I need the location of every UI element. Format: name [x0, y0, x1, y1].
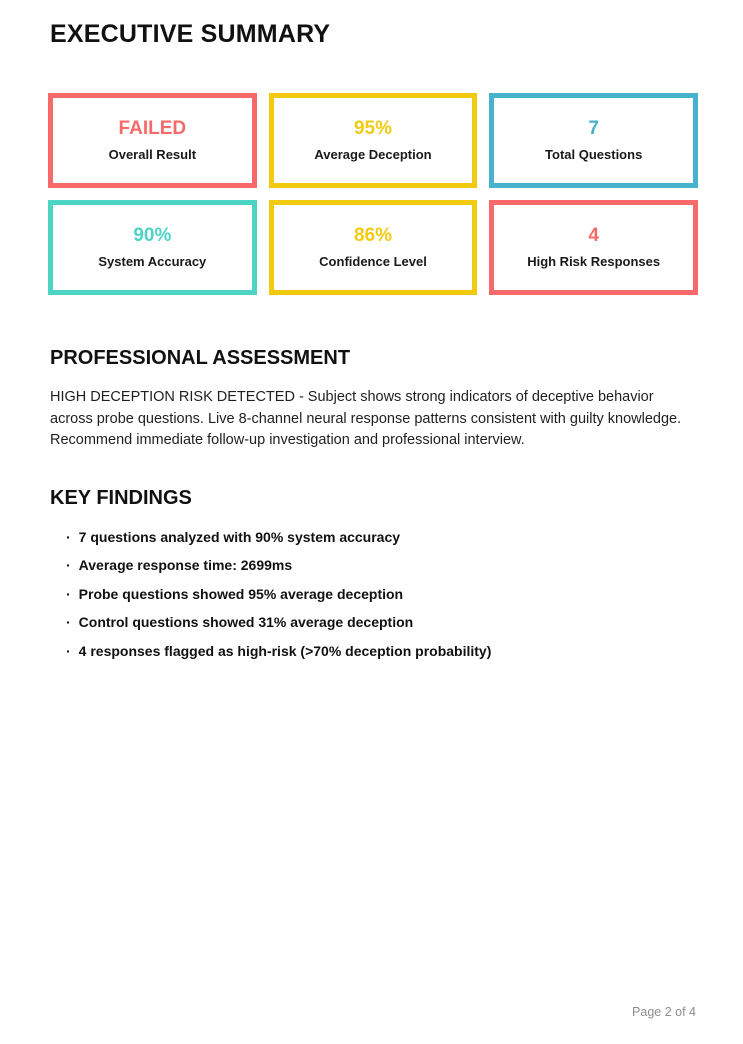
- stat-label: Total Questions: [545, 147, 643, 163]
- finding-item: [66, 643, 743, 660]
- page-number: Page 2 of 4: [632, 1005, 696, 1019]
- finding-text: Probe questions showed 95% average deception: [78, 585, 404, 602]
- stat-value: 86%: [353, 225, 392, 247]
- bullet-icon: ·: [66, 642, 71, 659]
- finding-item: [66, 529, 743, 546]
- stat-value: 90%: [133, 225, 172, 247]
- findings-list: [0, 529, 743, 660]
- stat-label: High Risk Responses: [527, 254, 661, 270]
- stat-card-confidence-level: [269, 200, 478, 295]
- stat-label: System Accuracy: [98, 254, 207, 270]
- finding-text: 7 questions analyzed with 90% system accuracy: [78, 528, 401, 545]
- stat-card-average-deception: [269, 93, 478, 188]
- stat-card-system-accuracy: [48, 200, 257, 295]
- assessment-text: HIGH DECEPTION RISK DETECTED - Subject shows strong indicators of deceptive behavior across probe questions. Live 8-channel neural response patterns consistent with guilty knowledge. Recommend immediate follow-up investigation and professional interview.: [50, 389, 682, 448]
- finding-text: Average response time: 2699ms: [78, 557, 293, 573]
- stat-label: Average Deception: [314, 147, 432, 163]
- finding-text: 4 responses flagged as high-risk (>70% deception probability): [78, 642, 492, 659]
- stat-value: 95%: [353, 118, 392, 140]
- page-title: EXECUTIVE SUMMARY: [50, 20, 331, 48]
- bullet-icon: ·: [66, 585, 71, 602]
- bullet-icon: ·: [66, 614, 71, 630]
- summary-cards-grid: [48, 93, 698, 295]
- section-heading-key-findings: KEY FINDINGS: [50, 486, 192, 509]
- stat-card-overall-result: [48, 93, 257, 188]
- stat-value: 7: [588, 118, 599, 140]
- stat-value: FAILED: [118, 118, 187, 140]
- stat-label: Overall Result: [108, 147, 197, 163]
- finding-item: [66, 557, 743, 574]
- finding-item: [66, 586, 743, 603]
- finding-item: [66, 614, 743, 631]
- stat-card-total-questions: [489, 93, 698, 188]
- bullet-icon: ·: [66, 557, 71, 573]
- bullet-icon: ·: [66, 528, 71, 545]
- finding-text: Control questions showed 31% average deception: [78, 614, 414, 630]
- stat-value: 4: [588, 225, 599, 247]
- stat-label: Confidence Level: [319, 254, 427, 270]
- stat-card-high-risk-responses: [489, 200, 698, 295]
- section-heading-professional-assessment: PROFESSIONAL ASSESSMENT: [50, 347, 351, 369]
